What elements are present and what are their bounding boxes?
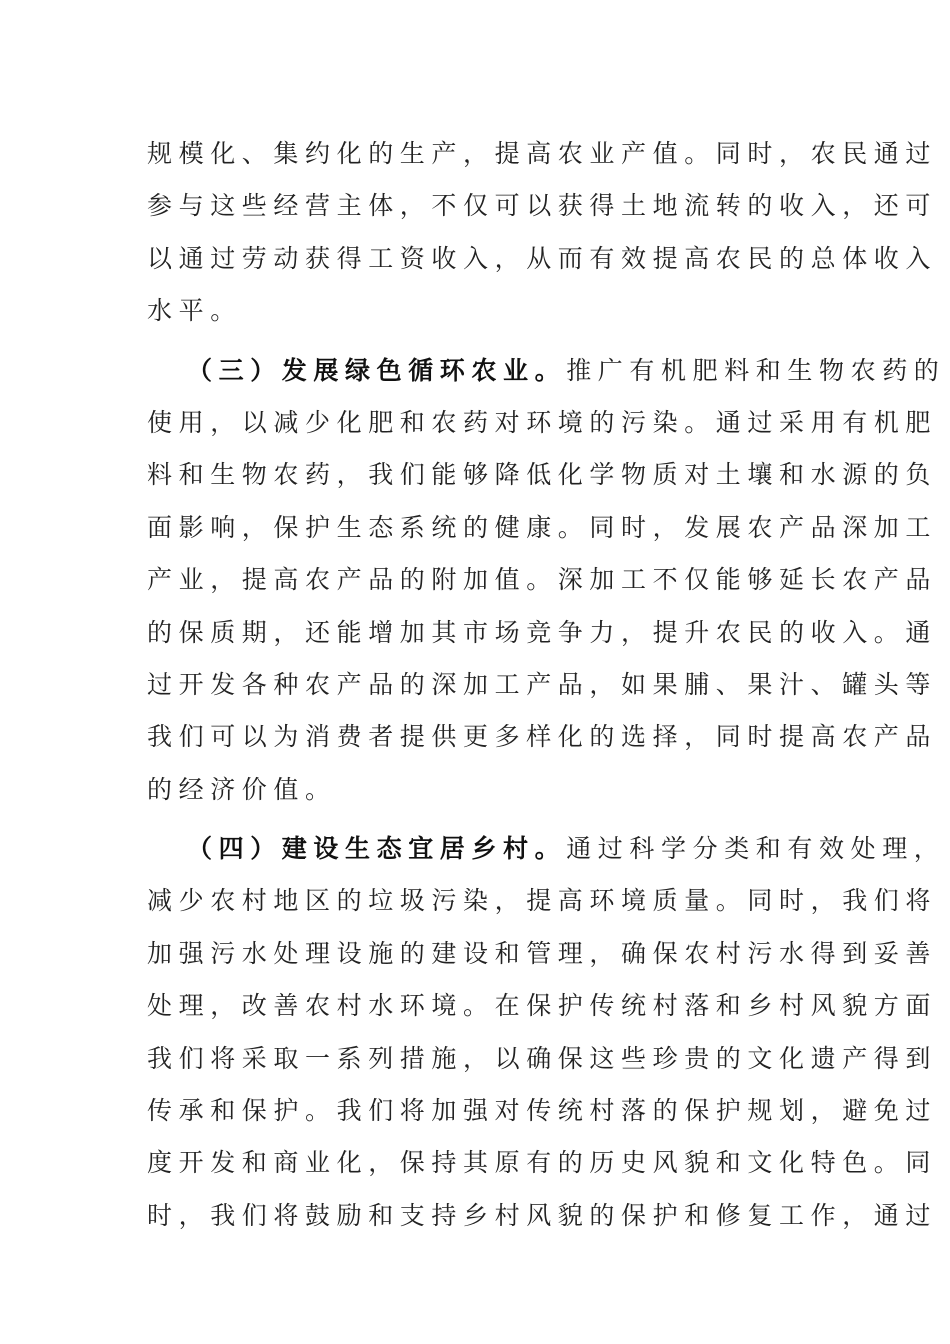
paragraph-line: 传承和保护。我们将加强对传统村落的保护规划，避免过 — [147, 1096, 938, 1126]
paragraph-line: 加强污水处理设施的建设和管理，确保农村污水得到妥善 — [147, 938, 938, 968]
document-body — [147, 128, 946, 1242]
section-heading-ecological-village: （四）建设生态宜居乡村。 — [187, 834, 567, 864]
paragraph-line: 规模化、集约化的生产，提高农业产值。同时，农民通过 — [147, 139, 938, 168]
paragraph-line: 的经济价值。 — [147, 774, 337, 804]
paragraph-line: 时，我们将鼓励和支持乡村风貌的保护和修复工作，通过 — [147, 1200, 938, 1230]
paragraph-spacer — [147, 816, 807, 823]
paragraph-line: 我们将采取一系列措施，以确保这些珍贵的文化遗产得到 — [147, 1043, 938, 1073]
paragraph-spacer — [147, 338, 807, 345]
paragraph-scale-production — [147, 128, 938, 338]
paragraph-ecological-village — [147, 823, 946, 1242]
paragraph-first-line-text: 通过科学分类和有效处理， — [566, 834, 946, 864]
paragraph-line: 的保质期，还能增加其市场竞争力，提升农民的收入。通 — [147, 617, 938, 647]
paragraph-first-line — [147, 345, 946, 397]
section-heading-green-agriculture: （三）发展绿色循环农业。 — [187, 355, 567, 385]
paragraph-line: 产业，提高农产品的附加值。深加工不仅能够延长农产品 — [147, 565, 938, 595]
paragraph-line: 处理，改善农村水环境。在保护传统村落和乡村风貌方面 — [147, 991, 938, 1021]
paragraph-first-line-text: 推广有机肥料和生物农药的 — [566, 355, 946, 385]
paragraph-line: 度开发和商业化，保持其原有的历史风貌和文化特色。同 — [147, 1148, 938, 1178]
paragraph-line: 过开发各种农产品的深加工产品，如果脯、果汁、罐头等 — [147, 669, 938, 699]
paragraph-line: 料和生物农药，我们能够降低化学物质对土壤和水源的负 — [147, 460, 938, 490]
paragraph-line: 参与这些经营主体，不仅可以获得土地流转的收入，还可 — [147, 191, 938, 221]
paragraph-line: 水平。 — [147, 296, 242, 326]
paragraph-line: 以通过劳动获得工资收入，从而有效提高农民的总体收入 — [147, 243, 938, 273]
paragraph-line: 减少农村地区的垃圾污染，提高环境质量。同时，我们将 — [147, 886, 938, 916]
paragraph-first-line — [147, 823, 946, 875]
paragraph-line: 我们可以为消费者提供更多样化的选择，同时提高农产品 — [147, 722, 938, 752]
paragraph-green-agriculture — [147, 345, 946, 817]
paragraph-line: 使用，以减少化肥和农药对环境的污染。通过采用有机肥 — [147, 407, 938, 437]
paragraph-line: 面影响，保护生态系统的健康。同时，发展农产品深加工 — [147, 512, 938, 542]
